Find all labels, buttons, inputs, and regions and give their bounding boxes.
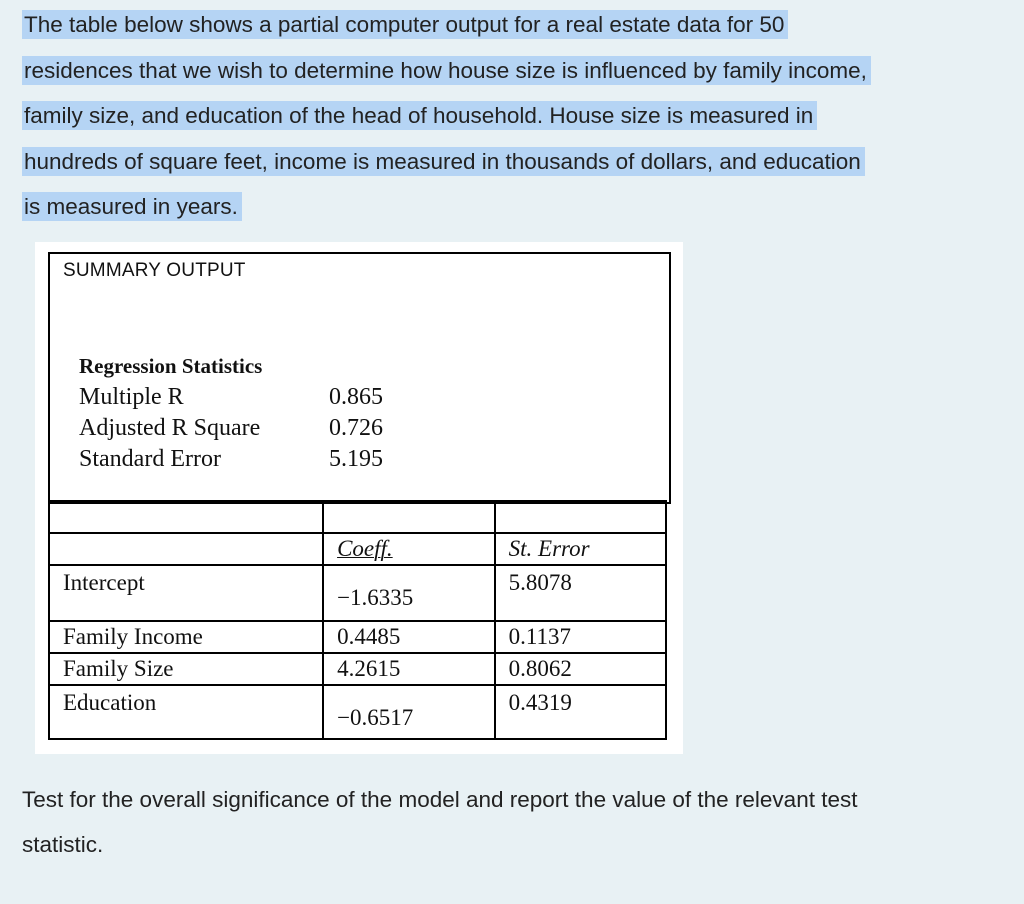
intro-line: The table below shows a partial computer output for a real estate data for 50 — [22, 10, 788, 39]
table-cell — [323, 501, 495, 533]
summary-output-box — [48, 252, 671, 504]
stat-label: Adjusted R Square — [79, 415, 261, 441]
st-error-value: 0.8062 — [508, 656, 572, 681]
st-error-value: 0.1137 — [508, 624, 572, 649]
coeff-cell — [323, 685, 495, 739]
st-error-cell — [495, 565, 666, 621]
question-line: statistic. — [22, 832, 104, 857]
coeff-value: −0.6517 — [337, 705, 414, 730]
variable-name-cell — [49, 565, 323, 621]
variable-name: Intercept — [63, 570, 145, 595]
table-cell — [495, 501, 666, 533]
table-cell — [49, 533, 323, 565]
stat-value: 0.726 — [329, 415, 383, 441]
st-error-header-label: St. Error — [508, 536, 590, 561]
coeff-cell — [323, 621, 495, 653]
st-error-value: 0.4319 — [508, 690, 572, 715]
table-row — [49, 685, 666, 739]
coeff-cell — [323, 565, 495, 621]
regression-output-image — [35, 242, 683, 754]
table-cell — [49, 501, 323, 533]
coeff-value: 4.2615 — [337, 656, 401, 681]
question-line: Test for the overall significance of the model and report the value of the relevant test — [22, 787, 858, 812]
summary-title: SUMMARY OUTPUT — [63, 260, 246, 281]
intro-line: hundreds of square feet, income is measured in thousands of dollars, and education — [22, 147, 865, 176]
table-row — [49, 565, 666, 621]
coeff-value: 0.4485 — [337, 624, 401, 649]
regression-statistics — [79, 351, 383, 475]
st-error-value: 5.8078 — [508, 570, 572, 595]
stat-label: Standard Error — [79, 446, 221, 472]
variable-name-cell — [49, 653, 323, 685]
stat-row — [79, 382, 383, 413]
variable-name-cell — [49, 685, 323, 739]
stat-value: 0.865 — [329, 384, 383, 410]
variable-name: Family Size — [63, 656, 174, 681]
question-text — [22, 777, 1002, 867]
table-row — [49, 501, 666, 533]
stat-label: Multiple R — [79, 384, 184, 410]
table-row — [49, 621, 666, 653]
coeff-cell — [323, 653, 495, 685]
problem-statement — [22, 2, 1007, 230]
intro-line: residences that we wish to determine how house size is influenced by family income, — [22, 56, 871, 85]
st-error-header — [495, 533, 666, 565]
regression-statistics-heading: Regression Statistics — [79, 354, 263, 378]
coefficients-table — [48, 500, 667, 740]
coeff-header — [323, 533, 495, 565]
stat-row — [79, 444, 383, 475]
table-row — [49, 653, 666, 685]
st-error-cell — [495, 621, 666, 653]
coeff-header-label: Coeff. — [337, 536, 393, 561]
variable-name: Education — [63, 690, 157, 715]
variable-name: Family Income — [63, 624, 203, 649]
variable-name-cell — [49, 621, 323, 653]
stat-value: 5.195 — [329, 446, 383, 472]
table-header-row — [49, 533, 666, 565]
st-error-cell — [495, 685, 666, 739]
coeff-value: −1.6335 — [337, 585, 414, 610]
stat-row — [79, 413, 383, 444]
intro-line: is measured in years. — [22, 192, 242, 221]
st-error-cell — [495, 653, 666, 685]
intro-line: family size, and education of the head of household. House size is measured in — [22, 101, 817, 130]
